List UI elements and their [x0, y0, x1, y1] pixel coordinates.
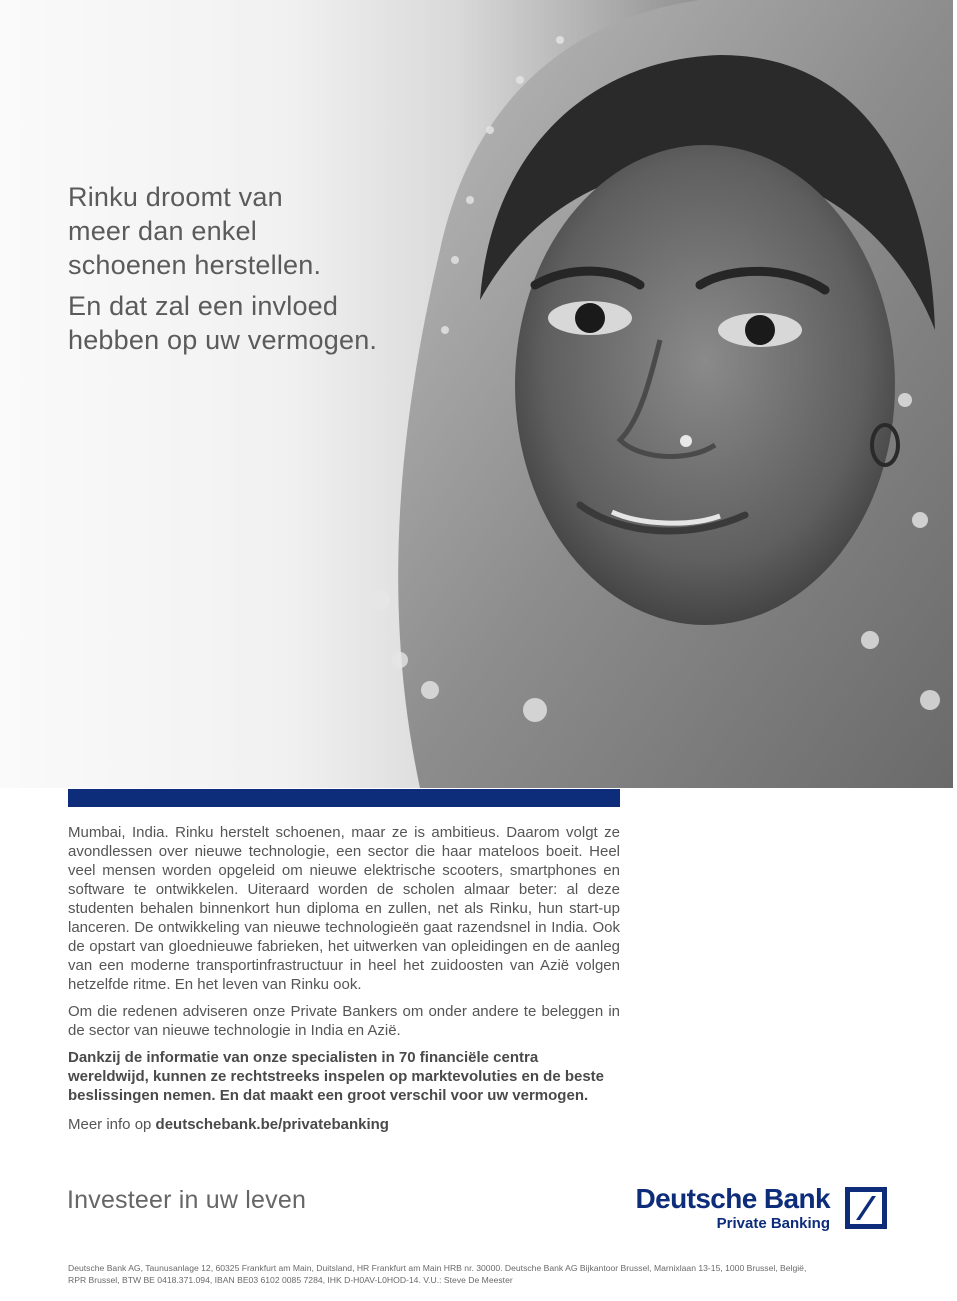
slogan: Investeer in uw leven: [67, 1186, 307, 1214]
deutsche-bank-slash-icon: [845, 1187, 887, 1229]
accent-bar: [68, 789, 620, 807]
headline-line-4: En dat zal een invloed: [68, 291, 339, 321]
body-paragraph-1: Mumbai, India. Rinku herstelt schoenen, maar ze is ambitieus. Daarom volgt ze avondlessen over nieuwe technologie, een sector die haar mateloos boeit. Heel veel mensen worden opgeleid om nieuwe elektrische scooters, smartphones en software te ontwikkelen. Uiteraard worden de scholen almaar beter: al deze studenten behalen binnenkort hun diploma en zullen, net als Rinku, hun start-up lanceren. De ontwikkeling van nieuwe technologieën gaat razendsnel in India. Ook de opstart van gloednieuwe fabrieken, het uitwerken van opleidingen en de aanleg van een moderne transportinfrastructuur in heel het zuidoosten van Azië volgen hetzelfde ritme. En het leven van Rinku ook.: [68, 824, 620, 993]
logo-brand: Deutsche Bank: [635, 1183, 830, 1214]
more-info: [68, 1115, 620, 1134]
logo-division: Private Banking: [716, 1215, 830, 1232]
body-copy: [68, 823, 620, 1142]
body-paragraph-3: Dankzij de informatie van onze specialisten in 70 financiële centra wereldwijd, kunnen ze rechtstreeks inspelen op marktevoluties en de beste beslissingen nemen. En dat maakt een groot verschil voor uw vermogen.: [68, 1049, 605, 1104]
more-info-prefix: Meer info op: [68, 1116, 156, 1133]
headline-line-3: schoenen herstellen.: [68, 250, 322, 280]
legal-footer: [68, 1262, 898, 1286]
body-paragraph-2: Om die redenen adviseren onze Private Bankers om onder andere te beleggen in de sector van nieuwe technologie in India en Azië.: [68, 1003, 620, 1039]
legal-line-2: RPR Brussel, BTW BE 0418.371.094, IBAN BE03 6102 0085 7284, IHK D-H0AV-L0HOD-14. V.U.: Steve De Meester: [68, 1275, 513, 1285]
legal-line-1: Deutsche Bank AG, Taunusanlage 12, 60325 Frankfurt am Main, Duitsland, HR Frankfurt am Main HRB nr. 30000. Deutsche Bank AG Bijkantoor Brussel, Marnixlaan 13-15, 1000 Brussel, België,: [68, 1263, 807, 1273]
headline-line-2: meer dan enkel: [68, 216, 257, 246]
headline-line-5: hebben op uw vermogen.: [68, 325, 378, 355]
more-info-link[interactable]: deutschebank.be/privatebanking: [155, 1116, 389, 1133]
headline: [68, 180, 448, 357]
headline-line-1: Rinku droomt van: [68, 182, 283, 212]
deutsche-bank-logo-text: [636, 1183, 831, 1233]
